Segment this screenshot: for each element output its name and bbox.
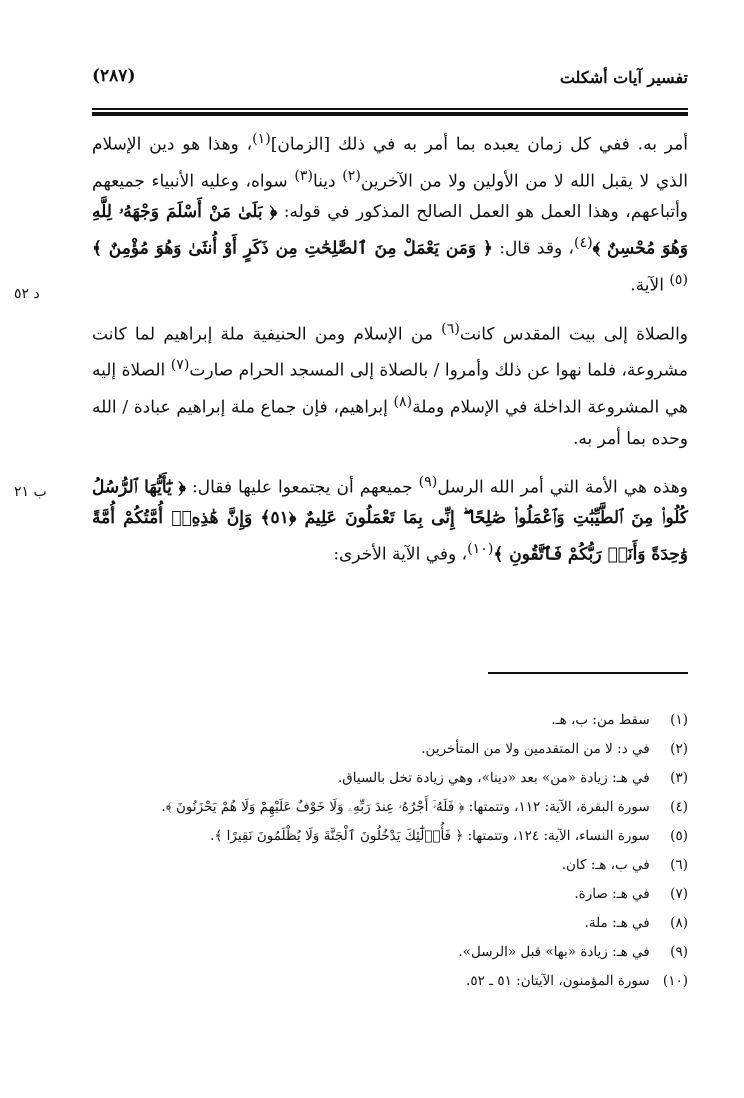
page-number: (٢٨٧) <box>92 66 136 86</box>
quran-verse: ﴿ وَمَن يَعْمَلْ مِنَ ٱلصَّٰلِحَٰتِ مِن ذَكَرٍ أَوْ أُنثَىٰ وَهُوَ مُؤْمِنٌ ﴾ <box>92 238 493 259</box>
footnote-item <box>92 880 688 909</box>
footnote-item <box>92 706 688 735</box>
footnote-number: (٢) <box>670 741 688 757</box>
header-rule-thin <box>92 108 688 110</box>
footnote-number: (١٠) <box>662 973 688 989</box>
running-header <box>92 62 688 96</box>
header-rule-thick <box>92 112 688 116</box>
footnote-ref: (٦) <box>441 320 460 337</box>
footnote-item <box>92 764 688 793</box>
footnote-text: في هـ: زيادة «بها» قبل «الرسل». <box>458 944 650 960</box>
text-run: أمر به. ففي كل زمان يعبده بما أمر به في ذلك [الزمان] <box>270 134 689 155</box>
text-run: دينا <box>313 171 343 192</box>
footnote-text: في هـ: زيادة «من» بعد «دينا»، وهي زيادة تخل بالسياق. <box>338 770 650 786</box>
footnote-text: سورة البقرة، الآية: ١١٢، وتتمتها: ﴿ فَلَهُۥٓ أَجْرُهُۥ عِندَ رَبِّهِۦ وَلَا خَوْفٌ عَلَيْهِمْ وَلَا هُمْ يَحْزَنُونَ ﴾. <box>161 799 650 815</box>
footnote-ref: (٤) <box>573 235 593 252</box>
manuscript-margin-note: ب ٢١ <box>14 484 47 500</box>
footnote-item <box>92 909 688 938</box>
book-title: تفسير آيات أشكلت <box>559 68 688 87</box>
footnote-number: (١) <box>670 712 688 728</box>
text-run: من الإسلام ومن الحنيفية ملة إبراهيم لما كانت مشروعة، فلما نهوا عن ذلك وأمروا / بالصلاة إلى المسجد الحرام صارت <box>92 324 688 381</box>
footnote-number: (٥) <box>670 828 688 844</box>
paragraph <box>92 124 688 302</box>
text-run: وهذه هي الأمة التي أمر الله الرسل <box>437 477 688 498</box>
footnote-ref: (١٠) <box>467 541 494 558</box>
text-run: ، وهذا هو دين الإسلام الذي لا يقبل الله لا من الأولين ولا من الآخرين <box>92 134 689 192</box>
text-run: سواه، وعليه الأنبياء جميعهم وأتباعهم، وهذا العمل هو العمل الصالح المذكور في قوله: <box>92 171 689 223</box>
footnote-ref: (٧) <box>170 357 190 374</box>
footnote-text: سورة المؤمنون، الآيتان: ٥١ ـ ٥٢. <box>466 973 650 989</box>
footnote-number: (٩) <box>670 944 688 960</box>
text-run: الآية. <box>630 275 670 296</box>
footnote-ref: (٢) <box>342 167 361 184</box>
main-text <box>92 124 688 583</box>
footnote-item <box>92 793 688 822</box>
quran-verse: ﴿ بَلَىٰ مَنْ أَسْلَمَ وَجْهَهُۥ لِلَّهِ وَهُوَ مُحْسِنٌ ﴾ <box>92 202 688 259</box>
footnote-text: في ب، هـ: كان. <box>561 857 650 873</box>
footnote-number: (٦) <box>670 857 688 873</box>
footnote-number: (٣) <box>670 770 688 786</box>
footnote-separator <box>488 672 688 674</box>
footnote-text: في هـ: صارة. <box>574 886 650 902</box>
footnote-number: (٨) <box>670 915 688 931</box>
text-run: جميعهم أن يجتمعوا عليها فقال: <box>185 477 419 498</box>
manuscript-margin-note: د ٥٢ <box>14 286 40 302</box>
paragraph <box>92 467 688 571</box>
paragraph <box>92 314 688 455</box>
footnote-number: (٤) <box>670 799 688 815</box>
footnote-text: في هـ: ملة. <box>584 915 650 931</box>
text-run: الصلاة إليه هي المشروعة الداخلة في الإسلام وملة <box>92 360 688 418</box>
footnote-text: سورة النساء، الآية: ١٢٤، وتتمتها: ﴿ فَأُو۟لَٰٓئِكَ يَدْخُلُونَ ٱلْجَنَّةَ وَلَا يُظْلَمُونَ نَقِيرًا ﴾. <box>210 828 650 844</box>
footnotes <box>92 706 688 996</box>
footnote-ref: (٩) <box>418 473 438 490</box>
footnote-text: في د: لا من المتقدمين ولا من المتأخرين. <box>421 741 650 757</box>
text-run: ، وقد قال: <box>492 238 574 259</box>
footnote-ref: (٣) <box>294 167 313 184</box>
footnote-ref: (٨) <box>393 393 413 410</box>
footnote-ref: (٥) <box>669 271 688 288</box>
footnote-item <box>92 851 688 880</box>
footnote-item <box>92 822 688 851</box>
footnote-item <box>92 938 688 967</box>
text-run: إبراهيم، فإن جماع ملة إبراهيم عبادة / الله وحده بما أمر به. <box>92 397 688 449</box>
footnote-item <box>92 967 688 996</box>
quran-verse: ﴿ يَٰٓأَيُّهَا ٱلرُّسُلُ كُلُوا۟ مِنَ ٱلطَّيِّبَٰتِ وَٱعْمَلُوا۟ صَٰلِحًا ۖ إِنِّى بِمَا تَعْمَلُونَ عَلِيمٌ ﴿٥١﴾ وَإِنَّ هَٰذِهِۦٓ أُمَّتُكُمْ أُمَّةً وَٰحِدَةً وَأَنَا۠ رَبُّكُمْ فَٱتَّقُونِ ﴾ <box>92 477 688 565</box>
text-run: ، وفي الآية الأخرى: <box>333 544 468 565</box>
footnote-text: سقط من: ب، هـ. <box>551 712 650 728</box>
footnote-number: (٧) <box>670 886 688 902</box>
text-run: والصلاة إلى بيت المقدس كانت <box>459 324 689 345</box>
footnote-item <box>92 735 688 764</box>
footnote-ref: (١) <box>252 131 271 147</box>
